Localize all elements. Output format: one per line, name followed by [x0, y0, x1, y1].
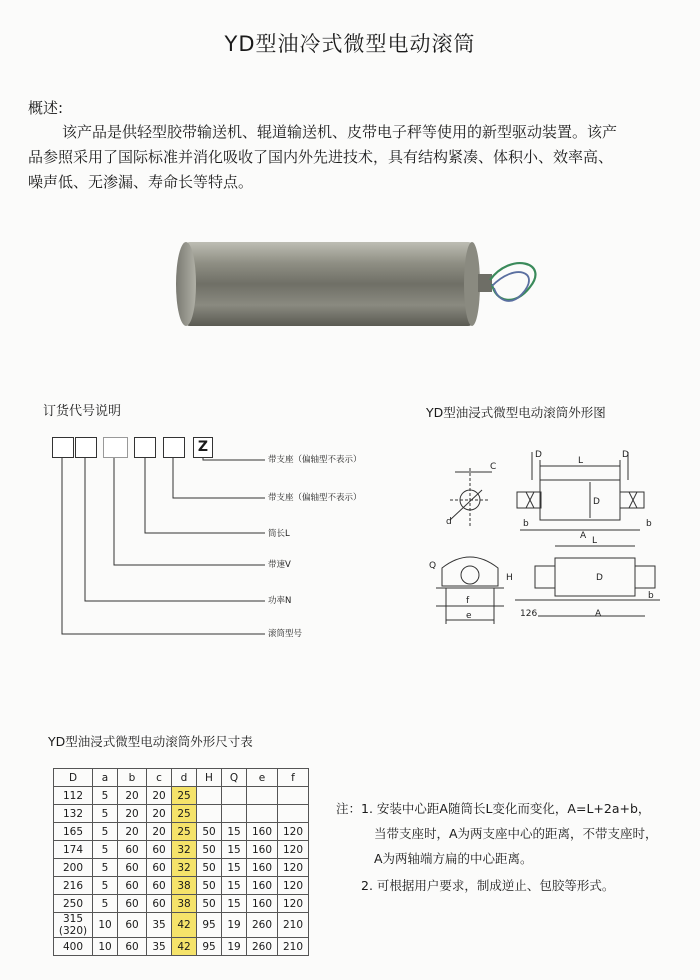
table-cell: 160 — [247, 895, 278, 913]
dim-label-d-right: D — [622, 450, 629, 460]
table-header-cell: d — [172, 769, 197, 787]
table-cell: 5 — [93, 895, 118, 913]
table-header-cell: a — [93, 769, 118, 787]
dim-label-b-bottom: b — [648, 591, 654, 601]
table-cell: 5 — [93, 877, 118, 895]
dimension-table — [53, 768, 309, 956]
table-cell: 60 — [118, 841, 147, 859]
table-row — [54, 877, 309, 895]
table-cell: 60 — [147, 841, 172, 859]
dim-label-e: e — [466, 611, 472, 621]
table-cell: 19 — [222, 938, 247, 956]
table-cell: 10 — [93, 913, 118, 938]
table-cell: 95 — [197, 913, 222, 938]
table-cell: 50 — [197, 877, 222, 895]
table-cell: 10 — [93, 938, 118, 956]
table-row — [54, 895, 309, 913]
table-cell: 315 (320) — [54, 913, 93, 938]
table-cell: 15 — [222, 823, 247, 841]
dim-label-a: A — [580, 531, 587, 541]
table-header-cell: f — [278, 769, 309, 787]
note-line: 2. 可根据用户要求，制成逆止、包胶等形式。 — [361, 878, 615, 893]
table-cell: 120 — [278, 877, 309, 895]
table-cell: 210 — [278, 938, 309, 956]
table-row — [54, 787, 309, 805]
dim-label-d-center: D — [593, 497, 600, 507]
table-cell: 160 — [247, 859, 278, 877]
note-line: 1. 安装中心距A随筒长L变化而变化，A=L+2a+b， — [361, 801, 651, 816]
table-cell: 60 — [147, 895, 172, 913]
table-cell: 20 — [147, 823, 172, 841]
order-code-title: 订货代号说明 — [43, 404, 122, 419]
lead-label: 带支座（偏轴型不表示） — [268, 455, 362, 465]
dim-label-h: H — [506, 573, 513, 583]
table-row — [54, 805, 309, 823]
table-header-row — [54, 769, 309, 787]
dim-label-c: C — [490, 462, 497, 472]
note-line: 当带支座时，A为两支座中心的距离，不带支座时， — [374, 826, 658, 841]
table-cell: 120 — [278, 895, 309, 913]
description-line: 品参照采用了国际标准并消化吸收了国内外先进技术，具有结构紧凑、体积小、效率高、 — [28, 148, 614, 166]
table-cell: 60 — [118, 877, 147, 895]
table-cell: 60 — [147, 877, 172, 895]
table-cell: 5 — [93, 805, 118, 823]
table-cell: 160 — [247, 877, 278, 895]
table-row — [54, 859, 309, 877]
table-cell: 50 — [197, 841, 222, 859]
table-cell: 50 — [197, 859, 222, 877]
table-header-cell: e — [247, 769, 278, 787]
table-cell: 25 — [172, 787, 197, 805]
drum-side-view — [540, 480, 620, 520]
lead-label: 带支座（偏轴型不表示） — [268, 493, 362, 503]
table-cell: 20 — [147, 805, 172, 823]
table-cell: 20 — [118, 787, 147, 805]
overview-label: 概述: — [28, 99, 64, 117]
dim-label-l-bottom: L — [592, 536, 598, 546]
table-cell: 5 — [93, 787, 118, 805]
table-cell: 32 — [172, 841, 197, 859]
table-cell: 165 — [54, 823, 93, 841]
dim-label-l: L — [578, 456, 584, 466]
table-cell: 120 — [278, 841, 309, 859]
table-cell: 60 — [118, 859, 147, 877]
table-row — [54, 841, 309, 859]
table-cell: 20 — [118, 823, 147, 841]
table-cell: 260 — [247, 938, 278, 956]
table-cell: 160 — [247, 841, 278, 859]
table-title: YD型油浸式微型电动滚筒外形尺寸表 — [48, 734, 253, 749]
table-row — [54, 913, 309, 938]
table-cell: 120 — [278, 823, 309, 841]
table-cell: 5 — [93, 841, 118, 859]
note-line: A为两轴端方扁的中心距离。 — [374, 851, 533, 866]
table-cell: 5 — [93, 823, 118, 841]
table-cell: 20 — [147, 787, 172, 805]
dim-label-q: Q — [429, 561, 437, 571]
table-header-cell: Q — [222, 769, 247, 787]
table-cell — [247, 787, 278, 805]
order-code-leader-lines — [55, 455, 275, 640]
table-cell — [197, 805, 222, 823]
dim-label-a-bottom: A — [595, 609, 602, 619]
outline-diagram — [420, 438, 665, 628]
table-cell: 32 — [172, 859, 197, 877]
table-cell — [278, 805, 309, 823]
table-cell: 160 — [247, 823, 278, 841]
table-cell — [197, 787, 222, 805]
dim-label-126: 126 — [520, 609, 538, 619]
dim-label-b-right: b — [646, 519, 652, 529]
table-cell: 95 — [197, 938, 222, 956]
table-cell: 38 — [172, 895, 197, 913]
table-cell — [222, 805, 247, 823]
table-cell: 60 — [147, 859, 172, 877]
table-cell: 250 — [54, 895, 93, 913]
drum-with-supports — [555, 558, 635, 596]
table-cell: 15 — [222, 859, 247, 877]
table-cell: 174 — [54, 841, 93, 859]
table-cell: 50 — [197, 823, 222, 841]
cylinder-end-left — [176, 242, 196, 326]
lead-label: 筒长L — [268, 529, 290, 539]
diagram-title: YD型油浸式微型电动滚筒外形图 — [426, 405, 606, 420]
lead-label: 带速V — [268, 560, 291, 570]
table-cell: 15 — [222, 895, 247, 913]
description-line: 该产品是供轻型胶带输送机、辊道输送机、皮带电子秤等使用的新型驱动装置。该产 — [62, 123, 618, 141]
table-cell: 19 — [222, 913, 247, 938]
code-box-z: Z — [193, 437, 213, 458]
lead-label: 功率N — [268, 596, 292, 606]
table-cell: 35 — [147, 938, 172, 956]
support-seat — [442, 557, 498, 586]
table-header-cell: b — [118, 769, 147, 787]
table-row — [54, 823, 309, 841]
table-cell: 15 — [222, 841, 247, 859]
table-cell: 25 — [172, 805, 197, 823]
table-cell: 20 — [118, 805, 147, 823]
table-cell: 15 — [222, 877, 247, 895]
shaft — [478, 274, 492, 292]
table-cell: 38 — [172, 877, 197, 895]
dim-label-d-small: d — [446, 517, 452, 527]
cylinder-end-right — [464, 242, 480, 326]
table-cell: 200 — [54, 859, 93, 877]
table-cell — [278, 787, 309, 805]
table-cell: 60 — [118, 895, 147, 913]
dim-label-b: b — [523, 519, 529, 529]
table-cell: 216 — [54, 877, 93, 895]
table-cell: 42 — [172, 913, 197, 938]
dim-label-d-left: D — [535, 450, 542, 460]
dim-label-d-bottom: D — [596, 573, 603, 583]
lead-label: 滚筒型号 — [268, 629, 303, 639]
table-cell: 60 — [118, 938, 147, 956]
description-line: 噪声低、无渗漏、寿命长等特点。 — [28, 173, 254, 191]
table-cell: 25 — [172, 823, 197, 841]
table-cell: 260 — [247, 913, 278, 938]
table-cell: 5 — [93, 859, 118, 877]
table-header-cell: D — [54, 769, 93, 787]
table-header-cell: c — [147, 769, 172, 787]
table-cell: 42 — [172, 938, 197, 956]
table-cell — [247, 805, 278, 823]
table-cell: 400 — [54, 938, 93, 956]
note-prefix: 注： — [336, 801, 362, 816]
table-cell: 132 — [54, 805, 93, 823]
table-cell: 35 — [147, 913, 172, 938]
product-photo — [170, 232, 550, 342]
cylinder-body — [184, 242, 474, 326]
table-cell: 112 — [54, 787, 93, 805]
table-header-cell: H — [197, 769, 222, 787]
table-row — [54, 938, 309, 956]
table-cell: 120 — [278, 859, 309, 877]
table-cell: 60 — [118, 913, 147, 938]
dim-label-f: f — [466, 596, 470, 606]
table-cell: 210 — [278, 913, 309, 938]
table-cell — [222, 787, 247, 805]
page-title: YD型油冷式微型电动滚筒 — [224, 32, 476, 56]
table-cell: 50 — [197, 895, 222, 913]
